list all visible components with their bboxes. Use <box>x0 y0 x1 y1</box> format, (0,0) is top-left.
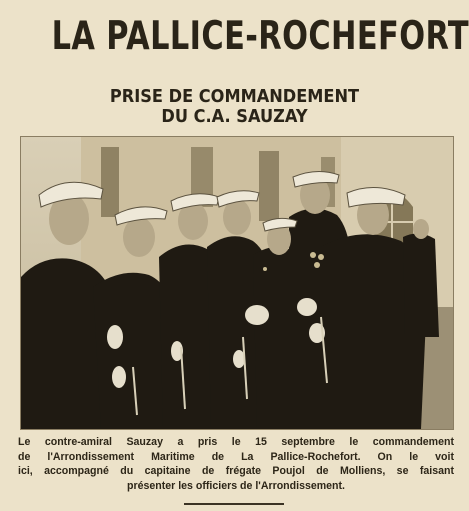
photograph-naval-officers-icon <box>21 137 453 429</box>
headline: LA PALLICE-ROCHEFORT <box>51 14 469 59</box>
caption-line-4: présenter les officiers de l'Arrondissement. <box>127 479 345 492</box>
caption-line-2: de l'Arrondissement Maritime de La Pallice-Rochefort. On le voit <box>18 450 454 463</box>
caption-line-3: ici, accompagné du capitaine de frégate Poujol de Molliens, se faisant <box>18 465 454 477</box>
photo-caption <box>18 435 454 493</box>
separator-rule <box>184 503 284 505</box>
caption-line-1: Le contre-amiral Sauzay a pris le 15 septembre le commandement <box>18 436 454 448</box>
news-photo <box>20 136 454 430</box>
subheadline-line-2: DU C.A. SAUZAY <box>161 106 308 127</box>
subheadline-line-1: PRISE DE COMMANDEMENT <box>109 86 360 107</box>
